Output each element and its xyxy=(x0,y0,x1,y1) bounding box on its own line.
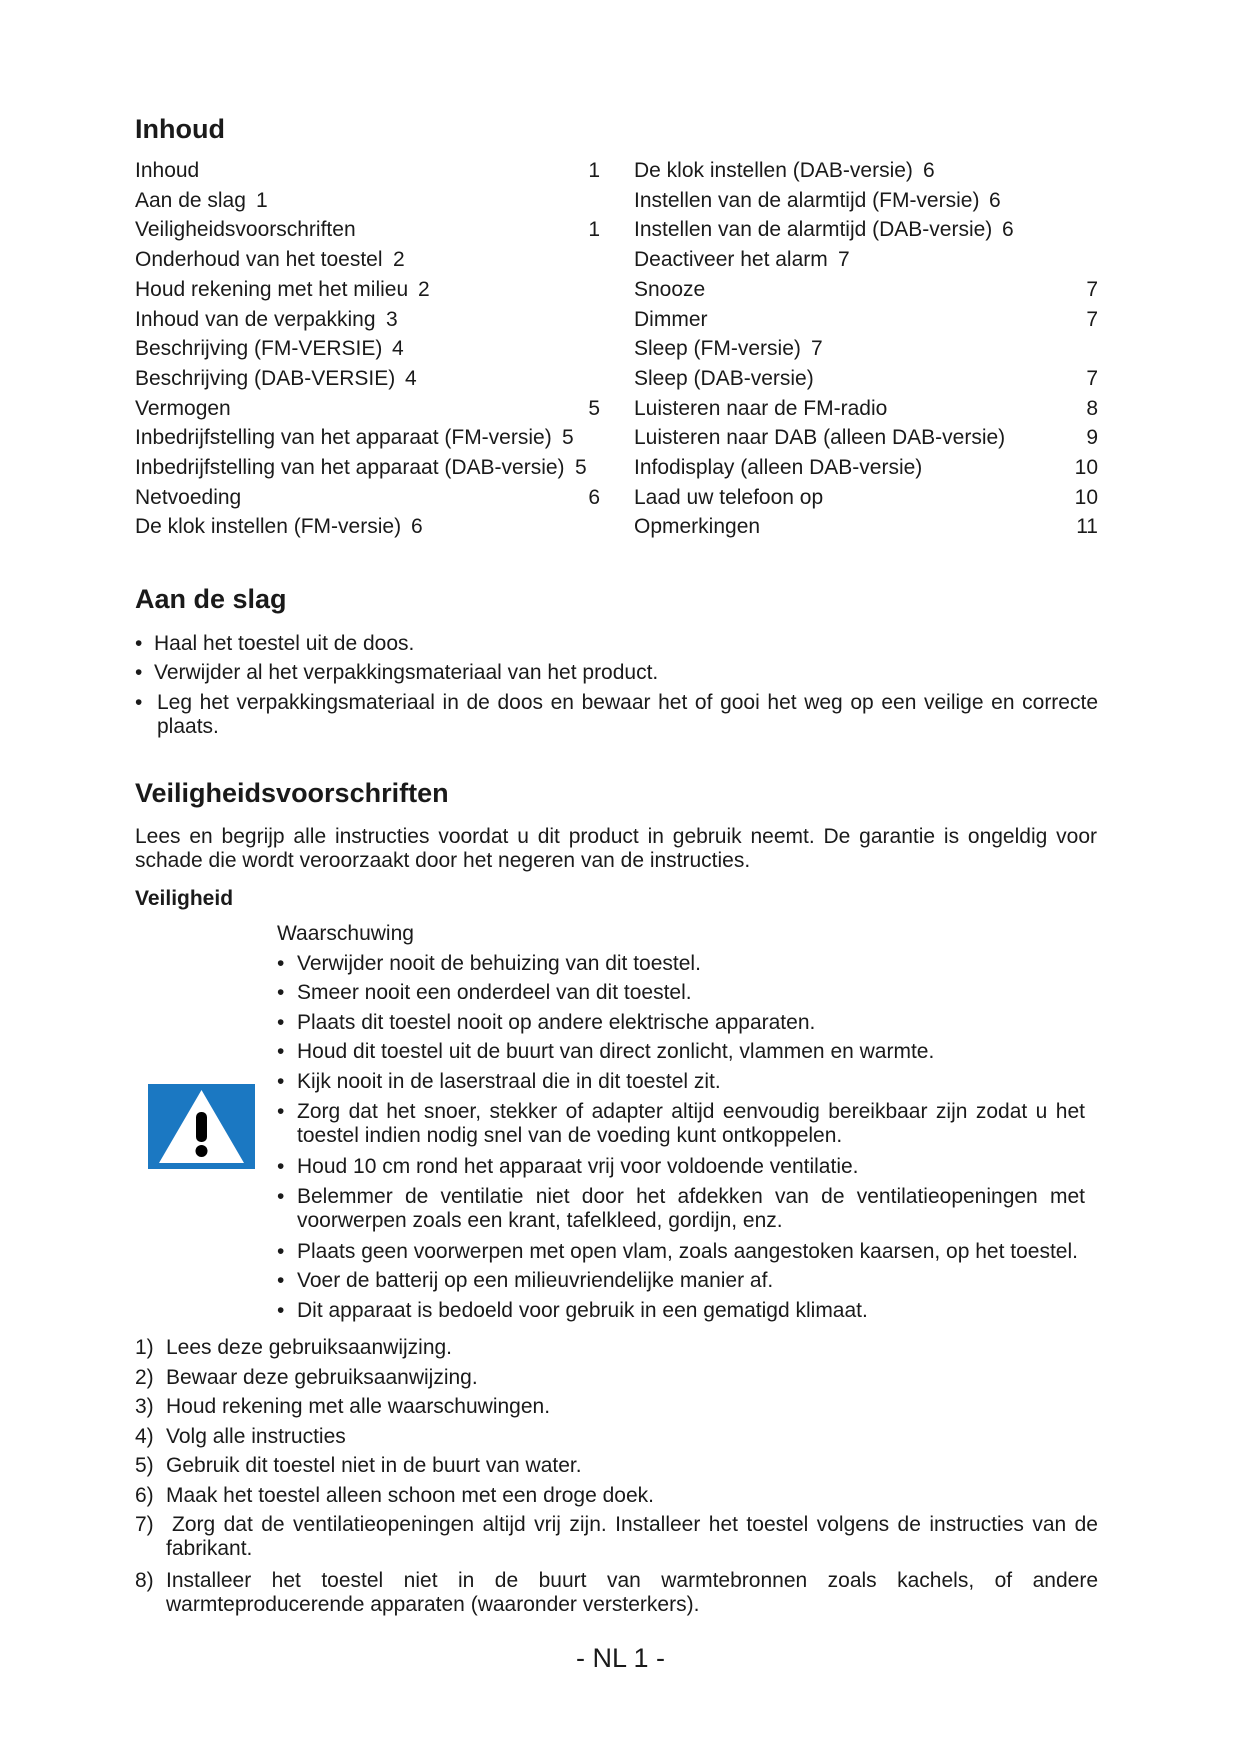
instruction-text: Bewaar deze gebruiksaanwijzing. xyxy=(166,1366,478,1389)
instruction-number: 8) xyxy=(135,1569,154,1592)
warning-triangle-icon xyxy=(148,1084,255,1169)
toc-entry-page: 1 xyxy=(588,159,600,182)
toc-entry-label: Infodisplay (alleen DAB-versie) xyxy=(634,456,923,479)
toc-entry-page: 7 xyxy=(1086,277,1098,301)
toc-entry-label: Instellen van de alarmtijd (FM-versie) xyxy=(634,188,980,212)
warning-bullet-dot: • xyxy=(277,1185,285,1208)
instruction-text: Houd rekening met alle waarschuwingen. xyxy=(166,1395,551,1418)
bullet-text: Haal het toestel uit de doos. xyxy=(154,632,415,655)
instruction-number: 6) xyxy=(135,1484,154,1507)
toc-entry-label: Dimmer xyxy=(634,307,708,331)
toc-entry-label: Netvoeding xyxy=(135,485,242,509)
toc-entry-label: Inhoud van de verpakking xyxy=(135,307,376,331)
toc-entry-page: 2 xyxy=(418,277,430,301)
toc-entry-page: 6 xyxy=(923,159,935,182)
toc-entry-label: Inhoud xyxy=(135,159,200,182)
toc-entry-page: 2 xyxy=(393,248,405,272)
bullet-dot: • xyxy=(135,661,143,684)
toc-entry-page: 3 xyxy=(386,307,398,331)
warning-item: Dit apparaat is bedoeld voor gebruik in een gematigd klimaat. xyxy=(297,1299,868,1322)
page-number: - NL 1 - xyxy=(575,1643,665,1673)
warning-bullet-dot: • xyxy=(277,1155,285,1178)
toc-entry-page: 7 xyxy=(811,337,823,361)
toc-entry-page: 4 xyxy=(392,337,404,361)
toc-entry-page: 8 xyxy=(1086,396,1098,420)
toc-entry-label: Onderhoud van het toestel xyxy=(135,248,383,272)
toc-entry-page: 9 xyxy=(1086,426,1098,450)
toc-entry-page: 6 xyxy=(989,188,1001,212)
toc-entry-page: 10 xyxy=(1074,456,1098,479)
toc-entry-label: De klok instellen (FM-versie) xyxy=(135,515,402,539)
toc-entry-page: 6 xyxy=(1002,218,1014,242)
toc-entry-page: 6 xyxy=(411,515,423,539)
veiligheid-title: Veiligheidsvoorschriften xyxy=(135,778,449,808)
toc-entry-label: Deactiveer het alarm xyxy=(634,248,828,272)
toc-entry-label: Inbedrijfstelling van het apparaat (FM-versie) xyxy=(135,426,552,450)
toc-entry-label: Aan de slag xyxy=(135,188,246,212)
toc-entry-page: 1 xyxy=(256,188,268,212)
toc-entry-label: Opmerkingen xyxy=(634,515,761,539)
warning-bullet-dot: • xyxy=(277,1011,285,1034)
toc-entry-label: Instellen van de alarmtijd (DAB-versie) xyxy=(634,218,993,242)
instruction-text: Maak het toestel alleen schoon met een droge doek. xyxy=(166,1484,654,1507)
toc-entry-label: Sleep (FM-versie) xyxy=(634,337,801,361)
warning-bullet-dot: • xyxy=(277,1299,285,1322)
instruction-number: 3) xyxy=(135,1395,154,1418)
instruction-number: 7) xyxy=(135,1513,154,1536)
toc-entry-label: Sleep (DAB-versie) xyxy=(634,366,814,390)
toc-entry-page: 6 xyxy=(588,485,600,509)
veiligheid-intro: Lees en begrijp alle instructies voordat u dit product in gebruik neemt. De garantie is ongeldig voor schade die wordt veroorzaakt door het negeren van de instructies. xyxy=(135,825,1097,872)
bullet-dot: • xyxy=(135,632,143,655)
warning-item: Kijk nooit in de laserstraal die in dit toestel zit. xyxy=(297,1070,721,1093)
warning-bullet-dot: • xyxy=(277,1070,285,1093)
warning-bullet-dot: • xyxy=(277,981,285,1004)
warning-item: Verwijder nooit de behuizing van dit toestel. xyxy=(297,952,701,975)
bullet-text: Leg het verpakkingsmateriaal in de doos en bewaar het of gooi het weg op een veilige en correcte plaats. xyxy=(157,691,1098,738)
bullet-text: Verwijder al het verpakkingsmateriaal van het product. xyxy=(154,661,659,684)
toc-entry-label: Beschrijving (DAB-VERSIE) xyxy=(135,366,396,390)
toc-entry-page: 7 xyxy=(1086,366,1098,390)
toc-entry-label: De klok instellen (DAB-versie) xyxy=(634,159,913,182)
veiligheid-subtitle: Veiligheid xyxy=(135,887,234,910)
toc-entry-label: Vermogen xyxy=(135,396,231,420)
toc-entry-label: Veiligheidsvoorschriften xyxy=(135,218,356,242)
warning-item: Houd dit toestel uit de buurt van direct zonlicht, vlammen en warmte. xyxy=(297,1040,935,1063)
toc-entry-label: Luisteren naar de FM-radio xyxy=(634,396,888,420)
toc-entry-page: 1 xyxy=(588,218,600,242)
instruction-text: Zorg dat de ventilatieopeningen altijd vrij zijn. Installeer het toestel volgens de instructies van de fabrikant. xyxy=(166,1513,1098,1560)
warning-bullet-dot: • xyxy=(277,1240,285,1263)
warning-item: Houd 10 cm rond het apparaat vrij voor voldoende ventilatie. xyxy=(297,1155,859,1178)
toc-entry-label: Beschrijving (FM-VERSIE) xyxy=(135,337,383,361)
aan-de-slag-title: Aan de slag xyxy=(135,584,287,614)
toc-entry-page: 5 xyxy=(562,426,574,450)
instruction-number: 1) xyxy=(135,1336,154,1359)
instruction-text: Installeer het toestel niet in de buurt van warmtebronnen zoals kachels, of andere warmteproducerende apparaten (waaronder versterkers). xyxy=(166,1569,1098,1616)
warning-bullet-dot: • xyxy=(277,1040,285,1063)
toc-entry-label: Laad uw telefoon op xyxy=(634,485,824,509)
toc-entry-page: 7 xyxy=(838,248,850,272)
warning-bullet-dot: • xyxy=(277,1269,285,1292)
toc-entry-label: Luisteren naar DAB (alleen DAB-versie) xyxy=(634,426,1006,450)
warning-bullet-dot: • xyxy=(277,952,285,975)
instruction-text: Gebruik dit toestel niet in de buurt van water. xyxy=(166,1454,582,1477)
toc-entry-page: 4 xyxy=(405,366,417,390)
toc-entry-page: 7 xyxy=(1086,307,1098,331)
warning-label: Waarschuwing xyxy=(277,922,414,945)
toc-entry-page: 5 xyxy=(575,456,587,479)
warning-bullet-dot: • xyxy=(277,1100,285,1123)
warning-item: Zorg dat het snoer, stekker of adapter altijd eenvoudig bereikbaar zijn zodat u het toestel indien nodig snel van de voeding kunt ontkoppelen. xyxy=(297,1100,1085,1147)
instruction-text: Lees deze gebruiksaanwijzing. xyxy=(166,1336,453,1359)
toc-entry-label: Snooze xyxy=(634,277,706,301)
warning-item: Belemmer de ventilatie niet door het afdekken van de ventilatieopeningen met voorwerpen zoals een krant, tafelkleed, gordijn, enz. xyxy=(297,1185,1085,1232)
toc-entry-page: 5 xyxy=(588,396,600,420)
toc-title: Inhoud xyxy=(135,114,225,144)
toc-entry-label: Houd rekening met het milieu xyxy=(135,277,409,301)
instruction-number: 4) xyxy=(135,1425,154,1448)
toc-entry-page: 11 xyxy=(1076,515,1098,539)
toc-entry-label: Inbedrijfstelling van het apparaat (DAB-versie) xyxy=(135,456,565,479)
bullet-dot: • xyxy=(135,691,143,714)
warning-item: Voer de batterij op een milieuvriendelijke manier af. xyxy=(297,1269,774,1292)
warning-item: Plaats dit toestel nooit op andere elektrische apparaten. xyxy=(297,1011,816,1034)
warning-item: Plaats geen voorwerpen met open vlam, zoals aangestoken kaarsen, op het toestel. xyxy=(297,1240,1078,1263)
warning-item: Smeer nooit een onderdeel van dit toestel. xyxy=(297,981,692,1004)
instruction-text: Volg alle instructies xyxy=(166,1425,346,1448)
toc-entry-page: 10 xyxy=(1074,485,1098,509)
instruction-number: 2) xyxy=(135,1366,154,1389)
instruction-number: 5) xyxy=(135,1454,154,1477)
